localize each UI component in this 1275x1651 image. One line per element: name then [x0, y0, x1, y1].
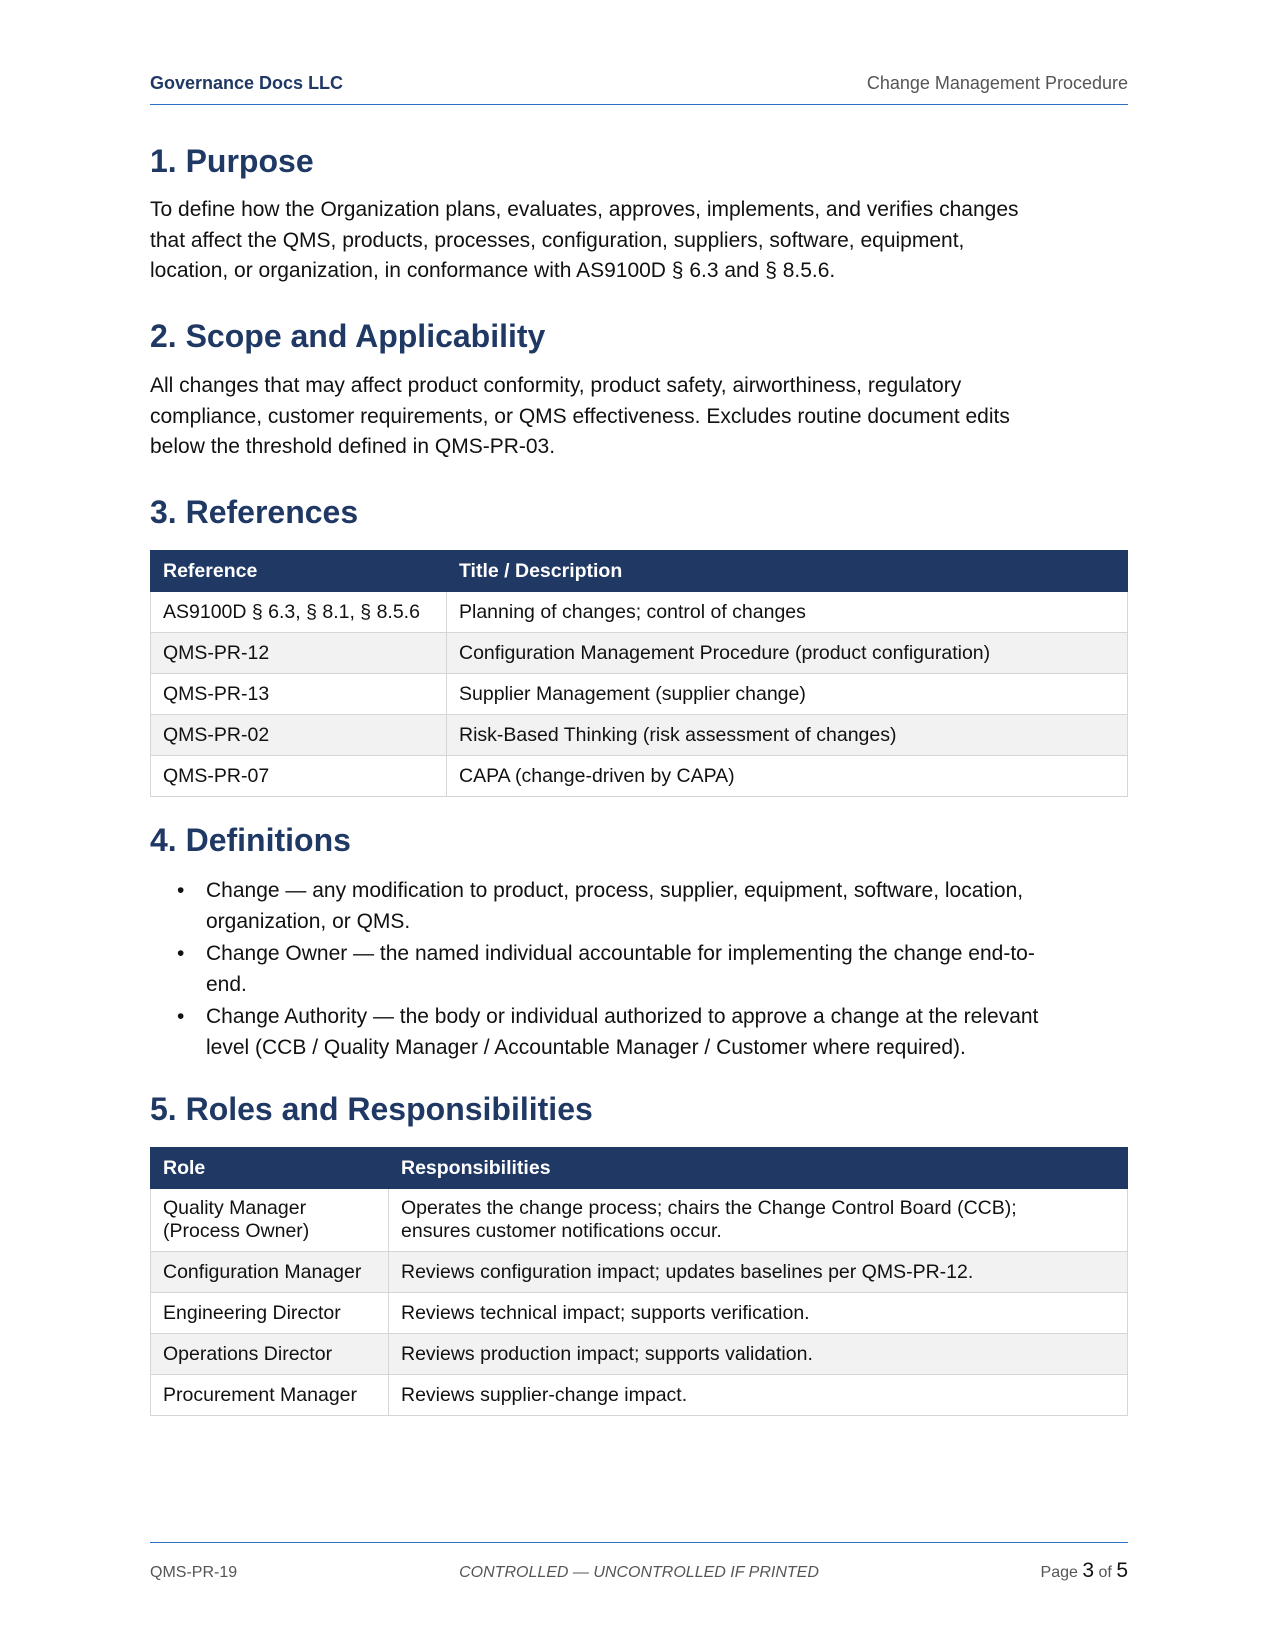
responsibility-line: Operates the change process; chairs the Change Control Board (CCB);	[401, 1197, 1017, 1219]
role-cell: Procurement Manager	[151, 1375, 389, 1416]
page-indicator	[1041, 1559, 1128, 1583]
table-row	[151, 633, 1128, 674]
column-header-reference: Reference	[151, 551, 447, 592]
table-row	[151, 1334, 1128, 1375]
page-label: Page	[1040, 1564, 1078, 1581]
purpose-text	[150, 195, 1128, 287]
responsibility-line: ensures customer notifications occur.	[401, 1220, 722, 1242]
table-row	[151, 1189, 1128, 1252]
definition-line: organization, or QMS.	[206, 909, 411, 933]
scope-line: below the threshold defined in QMS-PR-03.	[150, 435, 556, 458]
control-notice: CONTROLLED — UNCONTROLLED IF PRINTED	[459, 1564, 819, 1581]
responsibility-cell	[389, 1189, 1128, 1252]
bullet-icon: •	[177, 1005, 185, 1028]
role-line: (Process Owner)	[163, 1220, 310, 1242]
document-page	[150, 0, 1128, 1651]
bullet-icon: •	[177, 879, 185, 902]
section-heading-roles: 5. Roles and Responsibilities	[150, 1091, 593, 1127]
definitions-list	[150, 876, 1128, 1065]
role-line: Quality Manager	[163, 1197, 307, 1219]
section-heading-definitions: 4. Definitions	[150, 822, 351, 858]
reference-cell: QMS-PR-07	[151, 756, 447, 797]
scope-line: compliance, customer requirements, or QMS effectiveness. Excludes routine document edits	[150, 404, 1010, 428]
table-row	[151, 592, 1128, 633]
section-heading-scope: 2. Scope and Applicability	[150, 318, 546, 354]
scope-line: All changes that may affect product conformity, product safety, airworthiness, regulatory	[150, 374, 962, 397]
section-heading-purpose: 1. Purpose	[150, 143, 314, 179]
reference-cell: QMS-PR-13	[151, 674, 447, 715]
roles-table	[150, 1147, 1128, 1416]
page-total: 5	[1116, 1559, 1128, 1582]
purpose-line: that affect the QMS, products, processes, configuration, suppliers, software, equipment,	[150, 228, 965, 252]
definition-line: end.	[206, 972, 247, 996]
document-id: QMS-PR-19	[150, 1564, 238, 1581]
reference-cell: QMS-PR-02	[151, 715, 447, 756]
document-title: Change Management Procedure	[866, 73, 1128, 93]
role-cell: Configuration Manager	[151, 1252, 389, 1293]
table-row	[151, 1293, 1128, 1334]
role-cell: Operations Director	[151, 1334, 389, 1375]
definition-line: Change — any modification to product, process, supplier, equipment, software, location,	[206, 879, 1024, 902]
list-item	[150, 876, 1128, 937]
description-cell: Risk-Based Thinking (risk assessment of changes)	[447, 715, 1128, 756]
purpose-line: To define how the Organization plans, evaluates, approves, implements, and verifies changes	[150, 198, 1019, 221]
scope-text	[150, 371, 1128, 463]
table-header-row	[151, 551, 1128, 592]
table-row	[151, 674, 1128, 715]
description-cell: CAPA (change-driven by CAPA)	[447, 756, 1128, 797]
table-row	[151, 1375, 1128, 1416]
definition-line: Change Owner — the named individual accountable for implementing the change end-to-	[206, 942, 1035, 965]
purpose-line: location, or organization, in conformance with AS9100D § 6.3 and § 8.5.6.	[150, 259, 836, 282]
reference-cell: AS9100D § 6.3, § 8.1, § 8.5.6	[151, 592, 447, 633]
table-row	[151, 756, 1128, 797]
table-row	[151, 1252, 1128, 1293]
section-heading-references: 3. References	[150, 494, 359, 530]
description-cell: Planning of changes; control of changes	[447, 592, 1128, 633]
list-item	[150, 1002, 1128, 1063]
role-cell	[151, 1189, 389, 1252]
page-header	[150, 72, 1128, 105]
organization-name: Governance Docs LLC	[150, 73, 344, 93]
responsibility-cell: Reviews production impact; supports validation.	[389, 1334, 1128, 1375]
column-header-title: Title / Description	[447, 551, 1128, 592]
description-cell: Configuration Management Procedure (product configuration)	[447, 633, 1128, 674]
definition-line: Change Authority — the body or individual authorized to approve a change at the relevant	[206, 1005, 1039, 1028]
page-of-label: of	[1098, 1564, 1112, 1581]
reference-cell: QMS-PR-12	[151, 633, 447, 674]
page-footer	[150, 1542, 1128, 1583]
column-header-responsibilities: Responsibilities	[389, 1148, 1128, 1189]
responsibility-cell: Reviews supplier-change impact.	[389, 1375, 1128, 1416]
role-cell: Engineering Director	[151, 1293, 389, 1334]
column-header-role: Role	[151, 1148, 389, 1189]
table-header-row	[151, 1148, 1128, 1189]
list-item	[150, 939, 1128, 1000]
bullet-icon: •	[177, 942, 185, 965]
definition-line: level (CCB / Quality Manager / Accountable Manager / Customer where required).	[206, 1035, 966, 1059]
responsibility-cell: Reviews configuration impact; updates baselines per QMS-PR-12.	[389, 1252, 1128, 1293]
references-table	[150, 550, 1128, 797]
description-cell: Supplier Management (supplier change)	[447, 674, 1128, 715]
responsibility-cell: Reviews technical impact; supports verification.	[389, 1293, 1128, 1334]
page-number: 3	[1082, 1559, 1095, 1582]
table-row	[151, 715, 1128, 756]
